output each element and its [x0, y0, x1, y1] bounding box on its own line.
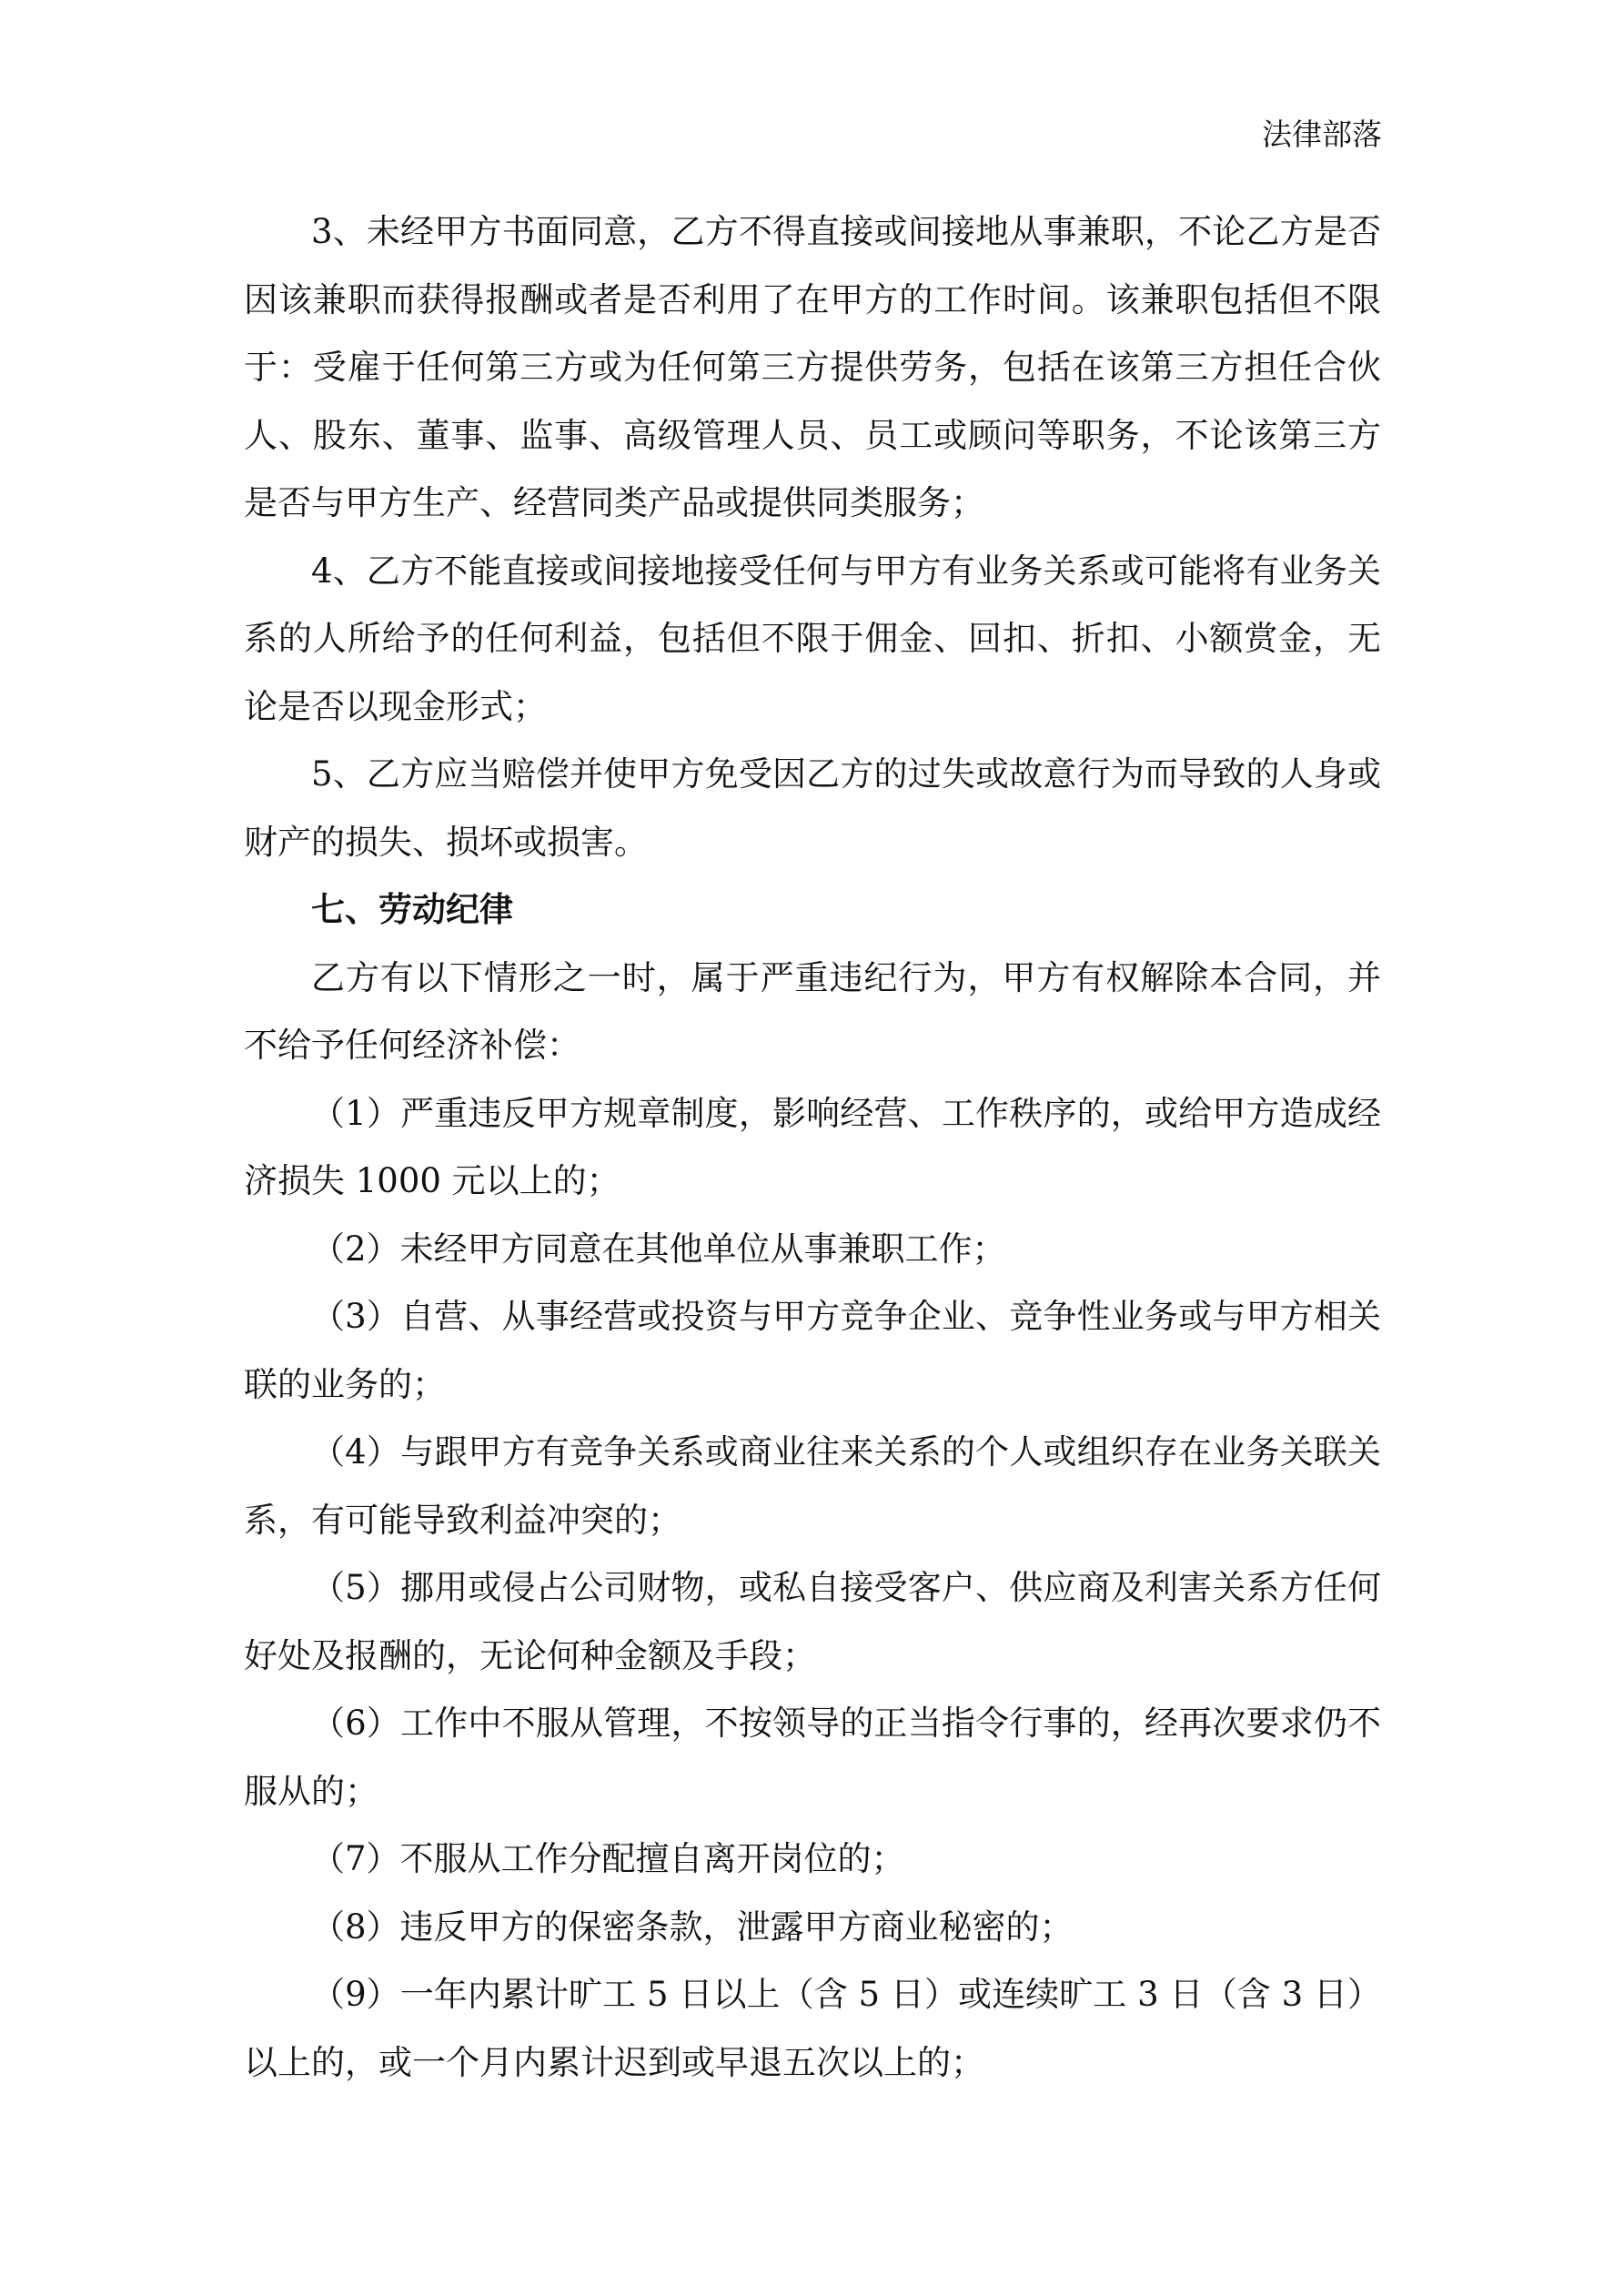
discipline-item-6: （6）工作中不服从管理，不按领导的正当指令行事的，经再次要求仍不服从的；: [244, 1704, 1381, 1811]
document-body: [244, 198, 1381, 2097]
section-title: 七、劳动纪律: [311, 890, 513, 929]
discipline-item-7: （7）不服从工作分配擅自离开岗位的；: [311, 1839, 905, 1878]
clause-5: 5、乙方应当赔偿并使甲方免受因乙方的过失或故意行为而导致的人身或财产的损失、损坏或损害。: [244, 754, 1381, 862]
discipline-item-2: （2）未经甲方同意在其他单位从事兼职工作；: [311, 1229, 1006, 1269]
discipline-item-4: （4）与跟甲方有竞争关系或商业往来关系的个人或组织存在业务关联关系，有可能导致利益冲突的；: [244, 1432, 1381, 1540]
discipline-item-9: （9）一年内累计旷工 5 日以上（含 5 日）或连续旷工 3 日（含 3 日）以上的，或一个月内累计迟到或早退五次以上的；: [244, 1975, 1381, 2082]
clause-3: 3、未经甲方书面同意，乙方不得直接或间接地从事兼职，不论乙方是否因该兼职而获得报酬或者是否利用了在甲方的工作时间。该兼职包括但不限于：受雇于任何第三方或为任何第三方提供劳务，包括在该第三方担任合伙人、股东、董事、监事、高级管理人员、员工或顾问等职务，不论该第三方是否与甲方生产、经营同类产品或提供同类服务；: [244, 212, 1381, 522]
discipline-item-1: （1）严重违反甲方规章制度，影响经营、工作秩序的，或给甲方造成经济损失 1000 元以上的；: [244, 1093, 1381, 1200]
discipline-item-8: （8）违反甲方的保密条款，泄露甲方商业秘密的；: [311, 1907, 1074, 1947]
page-header-label: 法律部落: [1262, 116, 1382, 152]
section-intro: 乙方有以下情形之一时，属于严重违纪行为，甲方有权解除本合同，并不给予任何经济补偿：: [244, 957, 1381, 1065]
discipline-item-5: （5）挪用或侵占公司财物，或私自接受客户、供应商及利害关系方任何好处及报酬的，无论何种金额及手段；: [244, 1568, 1381, 1675]
clause-4: 4、乙方不能直接或间接地接受任何与甲方有业务关系或可能将有业务关系的人所给予的任何利益，包括但不限于佣金、回扣、折扣、小额赏金，无论是否以现金形式；: [244, 551, 1381, 726]
discipline-item-3: （3）自营、从事经营或投资与甲方竞争企业、竞争性业务或与甲方相关联的业务的；: [244, 1297, 1381, 1404]
